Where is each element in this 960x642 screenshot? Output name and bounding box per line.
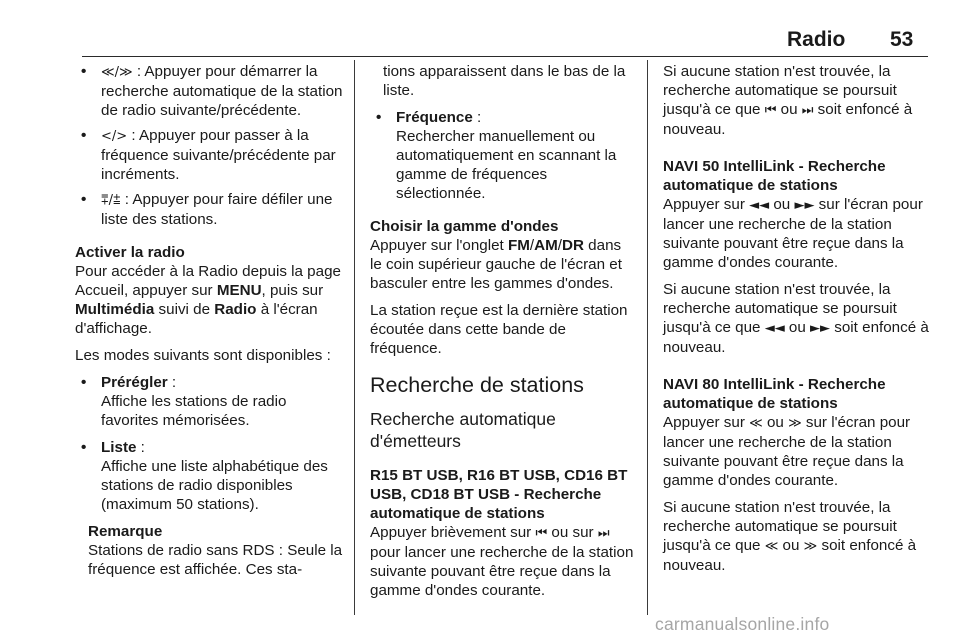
column-right: [663, 62, 929, 583]
rewind-icon: ◄◄: [764, 321, 785, 336]
paragraph-activate: Pour accéder à la Radio depuis la page Accueil, appuyer sur MENU, puis sur Multimédia suivi de Radio à l'écran d'affichage.: [75, 263, 341, 337]
preset-description: Affiche les stations de radio favorites mémorisées.: [101, 393, 287, 429]
bullet-dot: •: [376, 109, 382, 126]
section-heading-navi50: NAVI 50 IntelliLink - Recherche automatique de stations: [663, 158, 886, 194]
section-heading-band: Choisir la gamme d'ondes: [370, 218, 559, 235]
page-title: Radio: [787, 28, 846, 51]
note-continuation: tions apparaissent dans le bas de la liste.: [383, 63, 626, 99]
column-divider-1: [354, 60, 355, 615]
bullet-dot: •: [81, 127, 87, 144]
fast-forward-icon: ►►: [810, 321, 831, 336]
bullet-dot: •: [81, 374, 87, 391]
next-track-icon: ⏭: [801, 103, 814, 118]
paragraph-band: Appuyer sur l'onglet FM/AM/DR dans le coin supérieur gauche de l'écran et basculer entre les gammes d'ondes.: [370, 237, 622, 292]
section-heading-activate: Activer la radio: [75, 244, 185, 261]
bullet-step-search: [75, 126, 345, 184]
bullet-preset: • Prérégler :: [81, 374, 177, 391]
seek-back-icon: ≪: [764, 539, 779, 554]
bullet-text: : Appuyer pour faire défiler une liste des stations.: [101, 191, 333, 228]
section-heading-navi80: NAVI 80 IntelliLink - Recherche automatique de stations: [663, 376, 886, 412]
rewind-icon: ◄◄: [749, 198, 770, 213]
bullet-text: : Appuyer pour passer à la fréquence suivante/précédente par incréments.: [101, 127, 336, 183]
step-arrows-icon: </>: [101, 129, 128, 144]
note-title: Remarque: [88, 523, 163, 540]
frequency-description: Rechercher manuellement ou automatiquement en scannant la gamme de fréquences sélectionnée.: [396, 128, 617, 202]
previous-track-icon: ⏮: [764, 103, 777, 118]
bullet-text: : Appuyer pour démarrer la recherche automatique de la station de radio suivante/précédente.: [101, 63, 343, 119]
section-heading-r15: R15 BT USB, R16 BT USB, CD16 BT USB, CD18 BT USB - Recherche automatique de stations: [370, 467, 628, 522]
previous-track-icon: ⏮: [535, 526, 548, 541]
note-text: Stations de radio sans RDS : Seule la fréquence est affichée. Ces sta-: [88, 542, 343, 578]
heading-auto-search: Recherche automatique d'émetteurs: [370, 409, 556, 451]
column-divider-2: [647, 60, 648, 615]
next-track-icon: ⏭: [597, 526, 610, 541]
seek-arrows-icon: ≪/≫: [101, 65, 133, 80]
watermark-text: carmanualsonline.info: [655, 614, 830, 634]
note-box: [75, 522, 345, 579]
heading-station-search: Recherche de stations: [370, 373, 584, 397]
paragraph-navi80-search: Appuyer sur ≪ ou ≫ sur l'écran pour lancer une recherche de la station suivante pouvant être reçue dans la gamme d'ondes courante.: [663, 414, 911, 489]
paragraph-navi50-search: Appuyer sur ◄◄ ou ►► sur l'écran pour lancer une recherche de la station suivante pouvant être reçue dans la gamme d'ondes courante.: [663, 196, 923, 271]
seek-forward-icon: ≫: [788, 416, 802, 431]
paragraph-navi50-no-station: Si aucune station n'est trouvée, la recherche automatique se poursuit jusqu'à ce que ◄◄ ou ►► soit enfoncé à nouveau.: [663, 281, 929, 356]
column-left: [75, 62, 345, 579]
fast-forward-icon: ►►: [794, 198, 815, 213]
paragraph-navi80-no-station: Si aucune station n'est trouvée, la recherche automatique se poursuit jusqu'à ce que ≪ ou ≫ soit enfoncé à nouveau.: [663, 499, 917, 574]
page-header: [0, 0, 960, 56]
bullet-auto-search: [75, 62, 345, 120]
bullet-dot: •: [81, 191, 87, 208]
list-scroll-icon: ⩱/⩲: [101, 193, 121, 208]
bullet-frequency: • Fréquence :: [376, 109, 482, 126]
seek-back-icon: ≪: [749, 416, 763, 431]
page-number: 53: [890, 28, 914, 51]
bullet-dot: •: [81, 63, 87, 80]
list-description: Affiche une liste alphabétique des stations de radio disponibles (maximum 50 stations).: [101, 458, 328, 513]
column-middle: [370, 62, 636, 608]
bullet-station-list: [75, 190, 345, 229]
seek-forward-icon: ≫: [803, 539, 818, 554]
paragraph-no-station-1: Si aucune station n'est trouvée, la recherche automatique se poursuit jusqu'à ce que ⏮ ou ⏭ soit enfoncé à nouveau.: [663, 63, 913, 138]
paragraph-modes: Les modes suivants sont disponibles :: [75, 347, 331, 364]
paragraph-station-received: La station reçue est la dernière station écoutée dans cette bande de fréquence.: [370, 302, 628, 357]
bullet-list: • Liste :: [81, 439, 145, 456]
paragraph-r15: Appuyer brièvement sur ⏮ ou sur ⏭ pour lancer une recherche de la station suivante pouvant être reçue dans la gamme d'ondes courante.: [370, 524, 634, 599]
bullet-dot: •: [81, 439, 87, 456]
header-divider: [82, 56, 928, 57]
